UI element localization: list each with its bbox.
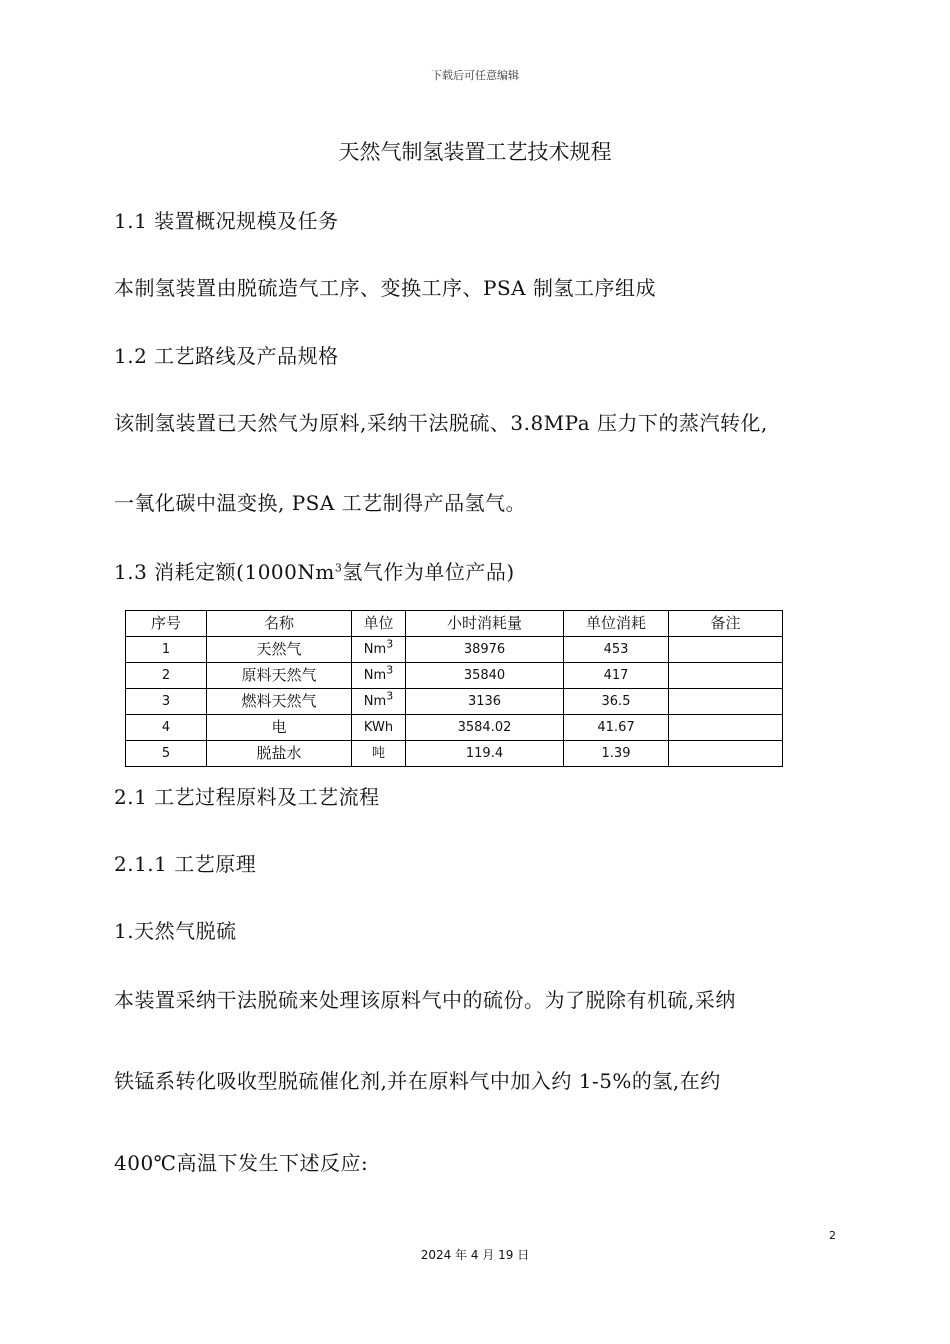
header-note: 下载后可任意编辑 bbox=[431, 69, 519, 82]
header-cell: 单位 bbox=[352, 611, 406, 637]
consumption-table bbox=[125, 610, 783, 767]
cell-hourly: 3584.02 bbox=[406, 715, 564, 741]
cell-unit bbox=[352, 689, 406, 715]
section-heading-1-2: 1.2 工艺路线及产品规格 bbox=[114, 344, 339, 368]
cell-hourly: 119.4 bbox=[406, 741, 564, 767]
paragraph-route-line-1: 该制氢装置已天然气为原料,采纳干法脱硫、3.8MPa 压力下的蒸汽转化, bbox=[114, 411, 768, 435]
cell-note bbox=[669, 715, 783, 741]
section-heading-1-1: 1.1 装置概况规模及任务 bbox=[114, 209, 339, 233]
paragraph-desulf-line-1: 本装置采纳干法脱硫来处理该原料气中的硫份。为了脱除有机硫,采纳 bbox=[114, 988, 736, 1012]
cell-no: 2 bbox=[126, 663, 207, 689]
table-row bbox=[126, 689, 783, 715]
cell-no: 5 bbox=[126, 741, 207, 767]
cell-unit bbox=[352, 715, 406, 741]
heading-superscript: 3 bbox=[334, 561, 343, 575]
header-cell: 序号 bbox=[126, 611, 207, 637]
cell-unit bbox=[352, 741, 406, 767]
table-row bbox=[126, 663, 783, 689]
document-title: 天然气制氢装置工艺技术规程 bbox=[338, 140, 612, 164]
cell-note bbox=[669, 741, 783, 767]
cell-no: 1 bbox=[126, 637, 207, 663]
cell-name: 脱盐水 bbox=[207, 741, 352, 767]
header-cell: 单位消耗 bbox=[564, 611, 669, 637]
cell-no: 3 bbox=[126, 689, 207, 715]
paragraph-desulf-line-3: 400℃高温下发生下述反应: bbox=[114, 1151, 369, 1175]
header-cell: 小时消耗量 bbox=[406, 611, 564, 637]
cell-hourly: 3136 bbox=[406, 689, 564, 715]
unit-superscript: 3 bbox=[386, 637, 394, 651]
cell-per-unit: 41.67 bbox=[564, 715, 669, 741]
footer-date: 2024 年 4 月 19 日 bbox=[420, 1248, 530, 1262]
cell-note bbox=[669, 663, 783, 689]
paragraph-composition: 本制氢装置由脱硫造气工序、变换工序、PSA 制氢工序组成 bbox=[114, 276, 656, 300]
heading-text-suffix: 氢气作为单位产品) bbox=[342, 560, 515, 584]
cell-name: 天然气 bbox=[207, 637, 352, 663]
table-header-row bbox=[126, 611, 783, 637]
section-heading-1-3 bbox=[114, 556, 515, 585]
unit-text: KWh bbox=[363, 720, 394, 735]
unit-text: Nm bbox=[363, 668, 387, 683]
unit-text: Nm bbox=[363, 642, 387, 657]
paragraph-desulf-line-2: 铁锰系转化吸收型脱硫催化剂,并在原料气中加入约 1-5%的氢,在约 bbox=[114, 1069, 721, 1093]
unit-text: 吨 bbox=[371, 746, 385, 761]
cell-unit bbox=[352, 663, 406, 689]
unit-superscript: 3 bbox=[386, 689, 394, 703]
section-heading-2-1: 2.1 工艺过程原料及工艺流程 bbox=[114, 785, 380, 809]
table-row bbox=[126, 637, 783, 663]
header-cell: 名称 bbox=[207, 611, 352, 637]
heading-text-prefix: 1.3 消耗定额(1000Nm bbox=[114, 560, 335, 584]
cell-note bbox=[669, 637, 783, 663]
section-heading-2-1-1: 2.1.1 工艺原理 bbox=[114, 852, 257, 876]
cell-per-unit: 453 bbox=[564, 637, 669, 663]
paragraph-route-line-2: 一氧化碳中温变换, PSA 工艺制得产品氢气。 bbox=[114, 491, 527, 515]
cell-no: 4 bbox=[126, 715, 207, 741]
table-row bbox=[126, 741, 783, 767]
cell-name: 燃料天然气 bbox=[207, 689, 352, 715]
page-number: 2 bbox=[829, 1229, 836, 1242]
cell-per-unit: 36.5 bbox=[564, 689, 669, 715]
cell-hourly: 35840 bbox=[406, 663, 564, 689]
cell-note bbox=[669, 689, 783, 715]
header-cell: 备注 bbox=[669, 611, 783, 637]
cell-unit bbox=[352, 637, 406, 663]
cell-per-unit: 1.39 bbox=[564, 741, 669, 767]
table-row bbox=[126, 715, 783, 741]
cell-name: 原料天然气 bbox=[207, 663, 352, 689]
subheading-desulfurization: 1.天然气脱硫 bbox=[114, 919, 237, 943]
cell-per-unit: 417 bbox=[564, 663, 669, 689]
unit-superscript: 3 bbox=[386, 663, 394, 677]
cell-name: 电 bbox=[207, 715, 352, 741]
cell-hourly: 38976 bbox=[406, 637, 564, 663]
unit-text: Nm bbox=[363, 694, 387, 709]
